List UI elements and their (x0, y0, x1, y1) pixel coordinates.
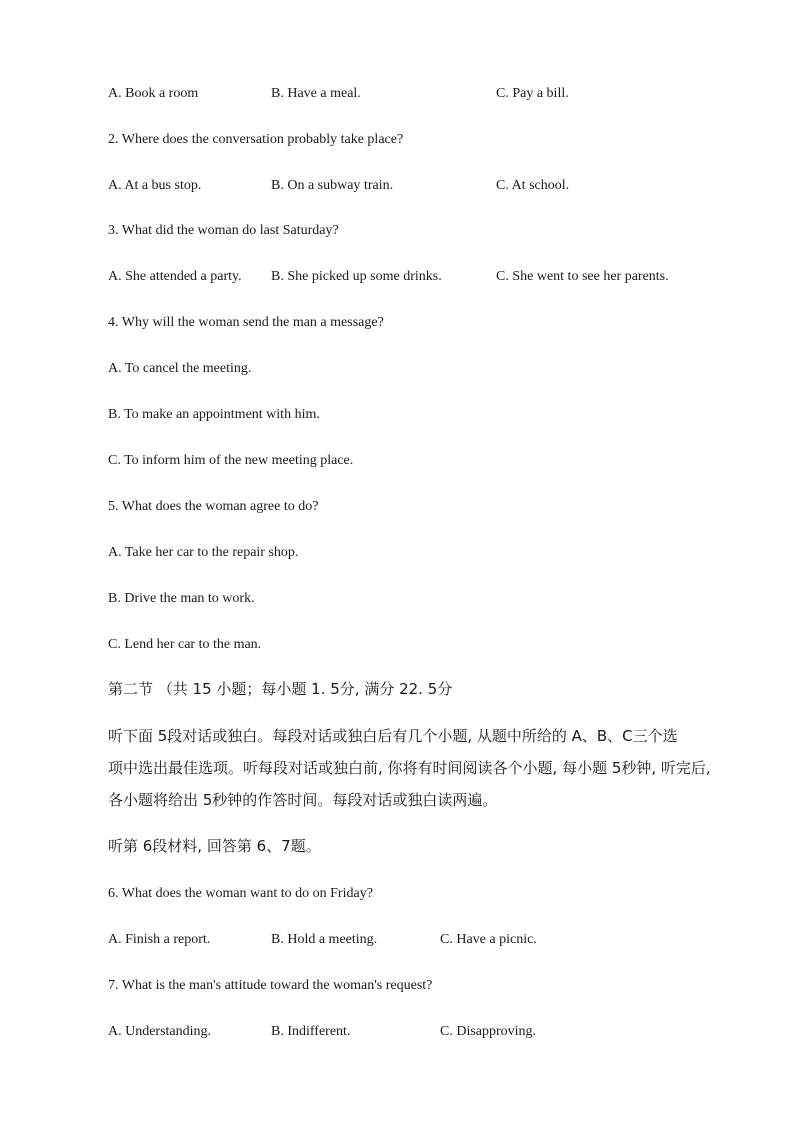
q4-stem: 4. Why will the woman send the man a message? (108, 315, 384, 330)
q7-option-a: A. Understanding. (108, 1024, 212, 1039)
instructions-line-1: 听下面 5段对话或独白。每段对话或独白后有几个小题, 从题中所给的 A、B、C三个选 (108, 727, 678, 745)
q5-option-b: B. Drive the man to work. (108, 591, 255, 606)
section2-heading: 第二节 （共 15 小题；每小题 1. 5分, 满分 22. 5分 (108, 680, 453, 698)
q4-option-b: B. To make an appointment with him. (108, 407, 320, 422)
q1-option-b: B. Have a meal. (271, 86, 361, 101)
q3-stem: 3. What did the woman do last Saturday? (108, 223, 339, 238)
q2-stem: 2. Where does the conversation probably take place? (108, 132, 404, 147)
q6-option-a: A. Finish a report. (108, 932, 211, 947)
q4-option-c: C. To inform him of the new meeting place. (108, 453, 354, 468)
instructions-line-2: 项中选出最佳选项。听每段对话或独白前, 你将有时间阅读各个小题, 每小题 5秒钟, 听完后, (108, 759, 711, 777)
q5-option-c: C. Lend her car to the man. (108, 637, 262, 652)
q3-option-a: A. She attended a party. (108, 269, 242, 284)
q3-option-b: B. She picked up some drinks. (271, 269, 442, 284)
q1-option-c: C. Pay a bill. (496, 86, 569, 101)
q7-option-b: B. Indifferent. (271, 1024, 351, 1039)
q6-option-c: C. Have a picnic. (440, 932, 537, 947)
q1-option-a: A. Book a room (108, 86, 199, 101)
section2-instructions (108, 720, 720, 816)
q2-option-a: A. At a bus stop. (108, 178, 202, 193)
instructions-line-3: 各小题将给出 5秒钟的作答时间。每段对话或独白读两遍。 (108, 791, 498, 809)
q2-option-c: C. At school. (496, 178, 570, 193)
q4-option-a: A. To cancel the meeting. (108, 361, 252, 376)
q7-option-c: C. Disapproving. (440, 1024, 537, 1039)
q7-stem: 7. What is the man's attitude toward the woman's request? (108, 978, 433, 993)
q3-option-c: C. She went to see her parents. (496, 269, 669, 284)
q6-stem: 6. What does the woman want to do on Friday? (108, 886, 373, 901)
q6-option-b: B. Hold a meeting. (271, 932, 378, 947)
q5-option-a: A. Take her car to the repair shop. (108, 545, 299, 560)
q2-option-b: B. On a subway train. (271, 178, 394, 193)
material-note: 听第 6段材料, 回答第 6、7题。 (108, 837, 321, 855)
q5-stem: 5. What does the woman agree to do? (108, 499, 319, 514)
